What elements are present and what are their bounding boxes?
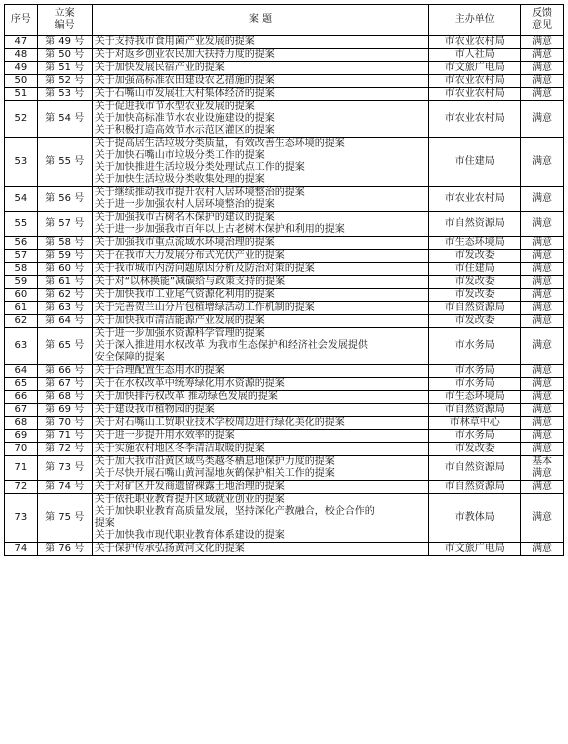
unit-cell: 市自然资源局 xyxy=(429,302,521,315)
proposal-title: 关于依托职业教育提升区域就业创业的提案 xyxy=(94,494,285,505)
case-no-cell: 第 76 号 xyxy=(37,543,92,556)
feedback-cell xyxy=(521,417,564,430)
table-row xyxy=(5,263,564,276)
proposal-title: 关于加强高标准农田建设农艺措施的提案 xyxy=(94,75,275,86)
title-cell xyxy=(92,212,429,237)
seq-cell: 68 xyxy=(5,417,38,430)
proposal-title: 关于加快我市清洁能源产业发展的提案 xyxy=(94,315,265,326)
title-cell xyxy=(92,302,429,315)
proposal-title: 关于积极打造高效节水示范区灌区的提案 xyxy=(94,125,275,136)
seq-cell: 73 xyxy=(5,494,38,543)
feedback-text: 满意 xyxy=(532,468,553,479)
proposal-title: 关于在水权改革中统筹绿化用水资源的提案 xyxy=(94,378,285,389)
feedback-cell xyxy=(521,302,564,315)
title-cell xyxy=(92,328,429,365)
feedback-text: 满意 xyxy=(532,75,553,86)
unit-cell: 市人社局 xyxy=(429,49,521,62)
proposal-title: 关于进一步提升用水效率的提案 xyxy=(94,430,235,441)
seq-cell: 60 xyxy=(5,289,38,302)
feedback-cell xyxy=(521,456,564,481)
table-row xyxy=(5,237,564,250)
feedback-cell xyxy=(521,250,564,263)
case-no-cell: 第 54 号 xyxy=(37,101,92,138)
seq-cell: 51 xyxy=(5,88,38,101)
proposal-title: 关于完善贺兰山分片包植增绿活动工作机制的提案 xyxy=(94,302,315,313)
unit-cell: 市住建局 xyxy=(429,263,521,276)
title-cell xyxy=(92,543,429,556)
feedback-text: 满意 xyxy=(532,113,553,124)
proposal-title: 关于加快职业教育高质量发展，坚持深化产教融合，校企合作的 xyxy=(94,506,375,517)
header-seq: 序号 xyxy=(5,5,38,36)
feedback-text: 基本 xyxy=(532,456,553,467)
case-no-cell: 第 74 号 xyxy=(37,481,92,494)
unit-cell: 市生态环境局 xyxy=(429,237,521,250)
feedback-cell xyxy=(521,315,564,328)
proposal-title: 关于进一步加强我市百年以上古老树木保护和利用的提案 xyxy=(94,224,345,235)
feedback-cell xyxy=(521,276,564,289)
feedback-text: 满意 xyxy=(532,340,553,351)
feedback-text: 满意 xyxy=(532,512,553,523)
case-no-cell: 第 61 号 xyxy=(37,276,92,289)
case-no-cell: 第 73 号 xyxy=(37,456,92,481)
feedback-text: 满意 xyxy=(532,156,553,167)
unit-cell: 市发改委 xyxy=(429,289,521,302)
header-unit: 主办单位 xyxy=(429,5,521,36)
case-no-cell: 第 75 号 xyxy=(37,494,92,543)
proposal-title: 关于对返乡创业农民加大扶持力度的提案 xyxy=(94,49,275,60)
feedback-text: 满意 xyxy=(532,218,553,229)
table-row xyxy=(5,88,564,101)
proposal-title: 关于加快高标准节水农业设施建设的提案 xyxy=(94,113,275,124)
title-cell xyxy=(92,443,429,456)
unit-cell: 市文旅广电局 xyxy=(429,62,521,75)
case-no-cell: 第 56 号 xyxy=(37,187,92,212)
proposal-title: 关于建设我市植物园的提案 xyxy=(94,404,215,415)
feedback-text: 满意 xyxy=(532,443,553,454)
feedback-cell xyxy=(521,430,564,443)
case-no-cell: 第 72 号 xyxy=(37,443,92,456)
proposal-table xyxy=(4,4,564,556)
seq-cell: 58 xyxy=(5,263,38,276)
feedback-text: 满意 xyxy=(532,276,553,287)
table-row xyxy=(5,276,564,289)
feedback-cell xyxy=(521,494,564,543)
table-row xyxy=(5,543,564,556)
case-no-cell: 第 50 号 xyxy=(37,49,92,62)
proposal-title: 关于对矿区开发商遗留裸露土地治理的提案 xyxy=(94,481,285,492)
title-cell xyxy=(92,289,429,302)
table-row xyxy=(5,289,564,302)
unit-cell: 市教体局 xyxy=(429,494,521,543)
case-no-cell: 第 70 号 xyxy=(37,417,92,430)
table-row xyxy=(5,378,564,391)
table-row xyxy=(5,315,564,328)
feedback-text: 满意 xyxy=(532,237,553,248)
feedback-cell xyxy=(521,49,564,62)
table-row xyxy=(5,75,564,88)
table-row xyxy=(5,250,564,263)
header-title: 案 题 xyxy=(92,5,429,36)
header-row xyxy=(5,5,564,36)
title-cell xyxy=(92,36,429,49)
seq-cell: 70 xyxy=(5,443,38,456)
feedback-cell xyxy=(521,263,564,276)
proposal-title: 关于实施农村地区冬季清洁取暖的提案 xyxy=(94,443,265,454)
seq-cell: 71 xyxy=(5,456,38,481)
seq-cell: 64 xyxy=(5,365,38,378)
case-no-cell: 第 67 号 xyxy=(37,378,92,391)
case-no-cell: 第 55 号 xyxy=(37,138,92,187)
proposal-title: 关于进一步加强农村人居环境整治的提案 xyxy=(94,199,275,210)
seq-cell: 61 xyxy=(5,302,38,315)
table-row xyxy=(5,187,564,212)
proposal-title: 关于进一步加强水资源科学管理的提案 xyxy=(94,328,265,339)
seq-cell: 66 xyxy=(5,391,38,404)
title-cell xyxy=(92,456,429,481)
feedback-cell xyxy=(521,62,564,75)
unit-cell: 市自然资源局 xyxy=(429,212,521,237)
case-no-cell: 第 69 号 xyxy=(37,404,92,417)
case-no-cell: 第 52 号 xyxy=(37,75,92,88)
proposal-title: 关于合理配置生态用水的提案 xyxy=(94,365,225,376)
seq-cell: 50 xyxy=(5,75,38,88)
feedback-text: 满意 xyxy=(532,36,553,47)
feedback-cell xyxy=(521,481,564,494)
feedback-cell xyxy=(521,543,564,556)
title-cell xyxy=(92,75,429,88)
feedback-cell xyxy=(521,101,564,138)
proposal-title: 关于加大我市沿黄区域鸟类越冬栖息地保护力度的提案 xyxy=(94,456,335,467)
feedback-text: 满意 xyxy=(532,391,553,402)
seq-cell: 67 xyxy=(5,404,38,417)
seq-cell: 56 xyxy=(5,237,38,250)
header-case-no-line2: 编号 xyxy=(54,20,75,31)
proposal-title: 关于提高居生活垃圾分类质量，有效改善生态环境的提案 xyxy=(94,138,345,149)
proposal-title: 安全保障的提案 xyxy=(94,352,165,363)
unit-cell: 市农业农村局 xyxy=(429,187,521,212)
unit-cell: 市发改委 xyxy=(429,443,521,456)
table-row xyxy=(5,404,564,417)
feedback-text: 满意 xyxy=(532,289,553,300)
title-cell xyxy=(92,263,429,276)
feedback-text: 满意 xyxy=(532,193,553,204)
unit-cell: 市水务局 xyxy=(429,378,521,391)
feedback-text: 满意 xyxy=(532,365,553,376)
header-case-no xyxy=(37,5,92,36)
unit-cell: 市住建局 xyxy=(429,138,521,187)
feedback-cell xyxy=(521,378,564,391)
unit-cell: 市发改委 xyxy=(429,315,521,328)
unit-cell: 市水务局 xyxy=(429,328,521,365)
feedback-cell xyxy=(521,36,564,49)
feedback-cell xyxy=(521,404,564,417)
unit-cell: 市自然资源局 xyxy=(429,481,521,494)
feedback-text: 满意 xyxy=(532,302,553,313)
seq-cell: 72 xyxy=(5,481,38,494)
feedback-cell xyxy=(521,391,564,404)
header-feedback-line1: 反馈 xyxy=(532,8,553,19)
table-row xyxy=(5,443,564,456)
proposal-title: 关于保护传承弘扬黄河文化的提案 xyxy=(94,543,245,554)
case-no-cell: 第 49 号 xyxy=(37,36,92,49)
unit-cell: 市农业农村局 xyxy=(429,101,521,138)
seq-cell: 53 xyxy=(5,138,38,187)
table-row xyxy=(5,456,564,481)
table-row xyxy=(5,101,564,138)
seq-cell: 55 xyxy=(5,212,38,237)
unit-cell: 市自然资源局 xyxy=(429,404,521,417)
case-no-cell: 第 64 号 xyxy=(37,315,92,328)
title-cell xyxy=(92,315,429,328)
title-cell xyxy=(92,88,429,101)
unit-cell: 市林草中心 xyxy=(429,417,521,430)
proposal-title: 关于加快我市现代职业教育体系建设的提案 xyxy=(94,530,285,541)
header-feedback-line2: 意见 xyxy=(532,20,553,31)
seq-cell: 59 xyxy=(5,276,38,289)
proposal-title: 关于支持我市食用菌产业发展的提案 xyxy=(94,36,255,47)
case-no-cell: 第 57 号 xyxy=(37,212,92,237)
feedback-text: 满意 xyxy=(532,430,553,441)
case-no-cell: 第 62 号 xyxy=(37,289,92,302)
table-row xyxy=(5,302,564,315)
feedback-text: 满意 xyxy=(532,263,553,274)
feedback-text: 满意 xyxy=(532,49,553,60)
proposal-title: 提案 xyxy=(94,518,115,529)
table-header xyxy=(5,5,564,36)
feedback-cell xyxy=(521,88,564,101)
title-cell xyxy=(92,378,429,391)
seq-cell: 69 xyxy=(5,430,38,443)
proposal-title: 关于加快石嘴山市垃圾分类工作的提案 xyxy=(94,150,265,161)
table-row xyxy=(5,212,564,237)
feedback-text: 满意 xyxy=(532,315,553,326)
table-row xyxy=(5,417,564,430)
unit-cell: 市发改委 xyxy=(429,250,521,263)
feedback-text: 满意 xyxy=(532,88,553,99)
table-body xyxy=(5,36,564,556)
title-cell xyxy=(92,250,429,263)
table-row xyxy=(5,49,564,62)
seq-cell: 57 xyxy=(5,250,38,263)
feedback-cell xyxy=(521,328,564,365)
table-row xyxy=(5,430,564,443)
proposal-title: 关于对“以林换能”减碳给与政策支持的提案 xyxy=(94,276,286,287)
title-cell xyxy=(92,101,429,138)
feedback-cell xyxy=(521,365,564,378)
unit-cell: 市生态环境局 xyxy=(429,391,521,404)
proposal-title: 关于加强我市重点流域水环境治理的提案 xyxy=(94,237,275,248)
seq-cell: 47 xyxy=(5,36,38,49)
proposal-title: 关于加快生活垃圾分类收集处理的提案 xyxy=(94,174,265,185)
seq-cell: 49 xyxy=(5,62,38,75)
header-case-no-line1: 立案 xyxy=(54,8,75,19)
title-cell xyxy=(92,276,429,289)
feedback-cell xyxy=(521,289,564,302)
title-cell xyxy=(92,391,429,404)
case-no-cell: 第 65 号 xyxy=(37,328,92,365)
table-row xyxy=(5,36,564,49)
title-cell xyxy=(92,430,429,443)
feedback-text: 满意 xyxy=(532,481,553,492)
title-cell xyxy=(92,187,429,212)
title-cell xyxy=(92,237,429,250)
table-row xyxy=(5,138,564,187)
unit-cell: 市农业农村局 xyxy=(429,88,521,101)
case-no-cell: 第 53 号 xyxy=(37,88,92,101)
feedback-text: 满意 xyxy=(532,250,553,261)
title-cell xyxy=(92,481,429,494)
seq-cell: 54 xyxy=(5,187,38,212)
title-cell xyxy=(92,49,429,62)
feedback-text: 满意 xyxy=(532,378,553,389)
title-cell xyxy=(92,365,429,378)
case-no-cell: 第 66 号 xyxy=(37,365,92,378)
feedback-cell xyxy=(521,237,564,250)
case-no-cell: 第 59 号 xyxy=(37,250,92,263)
feedback-cell xyxy=(521,212,564,237)
feedback-text: 满意 xyxy=(532,404,553,415)
title-cell xyxy=(92,494,429,543)
proposal-title: 关于石嘴山市发展壮大村集体经济的提案 xyxy=(94,88,275,99)
feedback-text: 满意 xyxy=(532,417,553,428)
proposal-title: 关于尽快开展石嘴山黄河湿地灰鹤保护相关工作的提案 xyxy=(94,468,335,479)
seq-cell: 65 xyxy=(5,378,38,391)
feedback-cell xyxy=(521,138,564,187)
table-row xyxy=(5,365,564,378)
case-no-cell: 第 51 号 xyxy=(37,62,92,75)
proposal-title: 关于对石嘴山工贸职业技术学校周边进行绿化美化的提案 xyxy=(94,417,345,428)
case-no-cell: 第 68 号 xyxy=(37,391,92,404)
unit-cell: 市水务局 xyxy=(429,430,521,443)
table-row xyxy=(5,62,564,75)
seq-cell: 74 xyxy=(5,543,38,556)
title-cell xyxy=(92,62,429,75)
unit-cell: 市文旅广电局 xyxy=(429,543,521,556)
seq-cell: 63 xyxy=(5,328,38,365)
case-no-cell: 第 58 号 xyxy=(37,237,92,250)
unit-cell: 市发改委 xyxy=(429,276,521,289)
feedback-cell xyxy=(521,75,564,88)
unit-cell: 市农业农村局 xyxy=(429,36,521,49)
proposal-title: 关于深入推进用水权改革 为我市生态保护和经济社会发展提供 xyxy=(94,340,368,351)
proposal-title: 关于继续推动我市提升农村人居环境整治的提案 xyxy=(94,187,305,198)
table-row xyxy=(5,494,564,543)
unit-cell: 市自然资源局 xyxy=(429,456,521,481)
title-cell xyxy=(92,404,429,417)
proposal-title: 关于加快我市工业尾气资源化利用的提案 xyxy=(94,289,275,300)
unit-cell: 市水务局 xyxy=(429,365,521,378)
case-no-cell: 第 60 号 xyxy=(37,263,92,276)
seq-cell: 48 xyxy=(5,49,38,62)
feedback-text: 满意 xyxy=(532,543,553,554)
feedback-cell xyxy=(521,443,564,456)
seq-cell: 62 xyxy=(5,315,38,328)
table-row xyxy=(5,481,564,494)
feedback-text: 满意 xyxy=(532,62,553,73)
header-feedback xyxy=(521,5,564,36)
proposal-title: 关于加快推进生活垃圾分类处理试点工作的提案 xyxy=(94,162,305,173)
proposal-title: 关于加强我市古树名木保护的建议的提案 xyxy=(94,212,275,223)
proposal-title: 关于我市城市内涝问题原因分析及防治对策的提案 xyxy=(94,263,315,274)
unit-cell: 市农业农村局 xyxy=(429,75,521,88)
proposal-title: 关于加快发展民宿产业的提案 xyxy=(94,62,225,73)
proposal-title: 关于在我市大力发展分布式光伏产业的提案 xyxy=(94,250,285,261)
title-cell xyxy=(92,417,429,430)
proposal-title: 关于促进我市节水型农业发展的提案 xyxy=(94,101,255,112)
title-cell xyxy=(92,138,429,187)
case-no-cell: 第 63 号 xyxy=(37,302,92,315)
table-row xyxy=(5,328,564,365)
feedback-cell xyxy=(521,187,564,212)
table-row xyxy=(5,391,564,404)
case-no-cell: 第 71 号 xyxy=(37,430,92,443)
proposal-title: 关于加快排污权改革 推动绿色发展的提案 xyxy=(94,391,278,402)
seq-cell: 52 xyxy=(5,101,38,138)
